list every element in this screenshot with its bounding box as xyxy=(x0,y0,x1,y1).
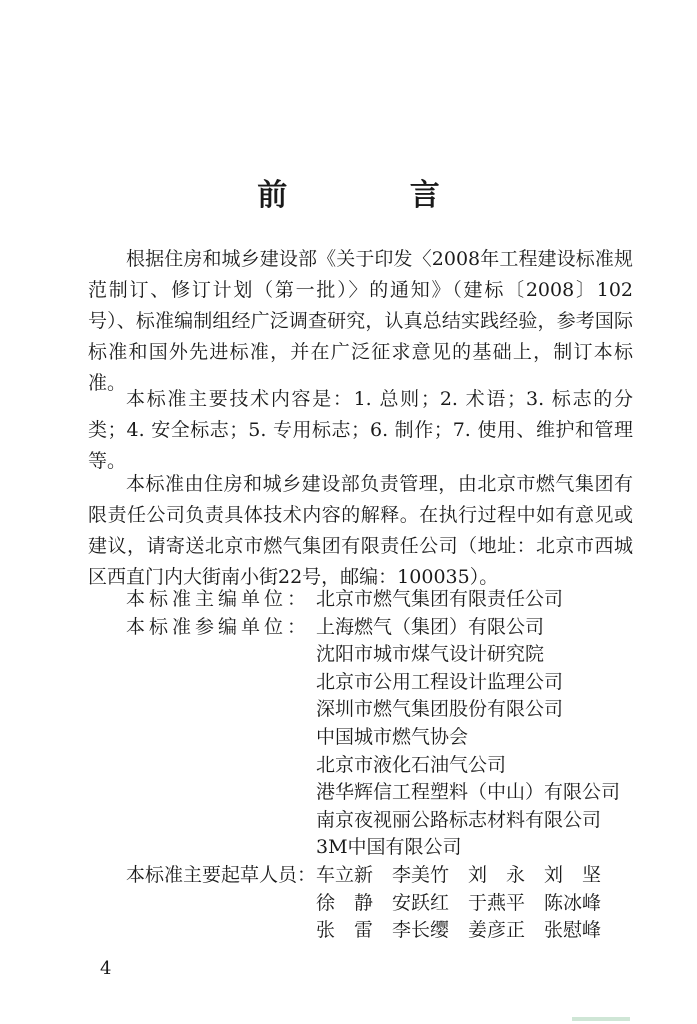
chief-unit-row xyxy=(126,586,646,614)
drafter-name: 张慰峰 xyxy=(544,919,602,942)
chief-unit-label: 本标准主编单位： xyxy=(126,588,311,610)
drafter-name: 李长缨 xyxy=(392,919,450,942)
drafter-name: 张 雷 xyxy=(316,919,374,942)
drafter-name: 刘 永 xyxy=(468,863,526,886)
drafters-label: 本标准主要起草人员： xyxy=(126,863,317,886)
list-item: 中国城市燃气协会 xyxy=(316,725,469,748)
page-edge-mark xyxy=(572,1017,630,1021)
drafter-name: 陈冰峰 xyxy=(544,891,602,914)
drafter-name: 车立新 xyxy=(316,863,374,886)
drafter-name: 李美竹 xyxy=(392,863,450,886)
page-number: 4 xyxy=(100,958,112,979)
roles-section xyxy=(126,586,646,945)
list-item: 3M中国有限公司 xyxy=(316,836,462,859)
participating-units-list xyxy=(316,614,646,862)
drafter-name: 姜彦正 xyxy=(468,919,526,942)
list-item: 北京市公用工程设计监理公司 xyxy=(316,670,564,693)
participating-units-label: 本标准参编单位： xyxy=(126,615,311,638)
list-item: 北京市液化石油气公司 xyxy=(316,753,507,776)
paragraph-management: 本标准由住房和城乡建设部负责管理，由北京市燃气集团有限责任公司负责具体技术内容的解释。在执行过程中如有意见或建议，请寄送北京市燃气集团有限责任公司（地址：北京市西城区西直门内大街南小街22号，邮编：100035）。 xyxy=(88,473,633,588)
drafters-row xyxy=(126,862,646,945)
chief-unit-value: 北京市燃气集团有限责任公司 xyxy=(316,588,564,610)
paragraph-contents: 本标准主要技术内容是：1. 总则；2. 术语；3. 标志的分类；4. 安全标志；5. 专用标志；6. 制作；7. 使用、维护和管理等。 xyxy=(88,388,633,472)
list-item: 港华辉信工程塑料（中山）有限公司 xyxy=(316,781,621,804)
drafter-name: 安跃红 xyxy=(392,891,450,914)
drafter-name: 徐 静 xyxy=(316,891,374,914)
list-item: 沈阳市城市煤气设计研究院 xyxy=(316,643,545,666)
drafter-name: 于燕平 xyxy=(468,891,526,914)
drafter-name: 刘 坚 xyxy=(544,863,602,886)
list-item: 南京夜视丽公路标志材料有限公司 xyxy=(316,808,602,831)
participating-units-row xyxy=(126,614,646,862)
paragraph-background: 根据住房和城乡建设部《关于印发〈2008年工程建设标准规范制订、修订计划（第一批）〉的通知》（建标〔2008〕102号）、标准编制组经广泛调查研究，认真总结实践经验，参考国际标准和国外先进标准，并在广泛征求意见的基础上，制订本标准。 xyxy=(88,248,633,394)
page-title: 前 言 xyxy=(257,178,496,213)
drafters-list xyxy=(316,862,620,945)
list-item: 上海燃气（集团）有限公司 xyxy=(316,615,545,638)
list-item: 深圳市燃气集团股份有限公司 xyxy=(316,698,564,721)
